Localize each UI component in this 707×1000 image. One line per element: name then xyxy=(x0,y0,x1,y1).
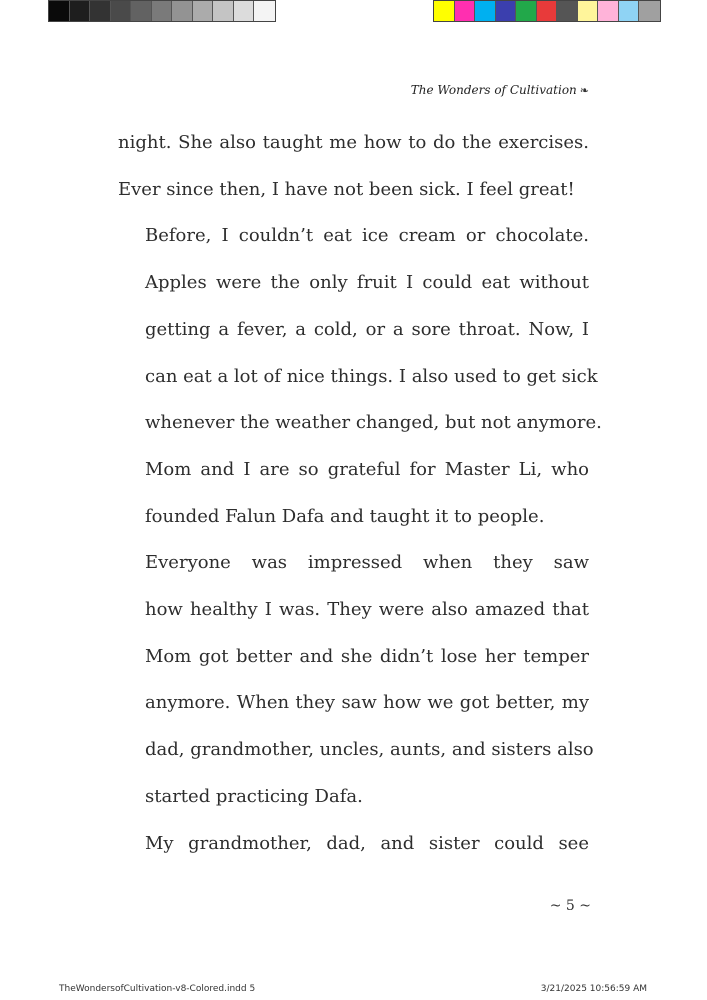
gray-swatch xyxy=(131,1,152,21)
color-registration-bar xyxy=(433,0,661,22)
color-swatch xyxy=(537,1,558,21)
fleuron-icon: ❧ xyxy=(579,84,589,97)
gray-swatch xyxy=(152,1,173,21)
gray-swatch xyxy=(234,1,255,21)
text-line: Mom and I are so grateful for Master Li, who xyxy=(145,458,589,480)
gray-swatch xyxy=(193,1,214,21)
color-swatch xyxy=(475,1,496,21)
text-line: Everyone was impressed when they saw xyxy=(145,552,589,574)
color-swatch xyxy=(639,1,660,21)
running-header xyxy=(411,83,589,97)
color-swatch xyxy=(434,1,455,21)
slug-filename: TheWondersofCultivation-v8-Colored.indd 5 xyxy=(59,984,256,994)
text-line: night. She also taught me how to do the exercises. xyxy=(118,132,589,153)
paragraph xyxy=(118,213,602,540)
color-swatch xyxy=(516,1,537,21)
text-line: founded Falun Dafa and taught it to people. xyxy=(145,505,545,527)
text-line: can eat a lot of nice things. I also used to get sick xyxy=(145,365,598,387)
text-line: getting a fever, a cold, or a sore throat. Now, I xyxy=(145,318,589,340)
running-header-title: The Wonders of Cultivation xyxy=(410,83,577,97)
paragraph xyxy=(118,821,589,868)
color-swatch xyxy=(598,1,619,21)
text-line: Apples were the only fruit I could eat without xyxy=(145,272,589,294)
text-line: whenever the weather changed, but not anymore. xyxy=(145,412,602,434)
text-line: Before, I couldn’t eat ice cream or chocolate. xyxy=(145,225,589,247)
grayscale-registration-bar xyxy=(48,0,276,22)
gray-swatch xyxy=(49,1,70,21)
text-line: how healthy I was. They were also amazed that xyxy=(145,599,589,621)
body-text xyxy=(118,120,602,867)
color-swatch xyxy=(496,1,517,21)
gray-swatch xyxy=(172,1,193,21)
text-line: dad, grandmother, uncles, aunts, and sisters also xyxy=(145,739,594,761)
color-swatch xyxy=(619,1,640,21)
color-swatch xyxy=(557,1,578,21)
gray-swatch xyxy=(90,1,111,21)
gray-swatch xyxy=(254,1,275,21)
paragraph xyxy=(118,540,594,820)
text-line: My grandmother, dad, and sister could see xyxy=(145,832,589,854)
color-swatch xyxy=(578,1,599,21)
text-line: started practicing Dafa. xyxy=(145,785,363,807)
page-number: ~ 5 ~ xyxy=(549,898,591,914)
slug-timestamp: 3/21/2025 10:56:59 AM xyxy=(540,984,647,994)
paragraph xyxy=(118,120,589,213)
gray-swatch xyxy=(70,1,91,21)
gray-swatch xyxy=(111,1,132,21)
text-line: anymore. When they saw how we got better, my xyxy=(145,692,589,714)
text-line: Ever since then, I have not been sick. I feel great! xyxy=(118,178,575,200)
text-line: Mom got better and she didn’t lose her temper xyxy=(145,645,589,667)
color-swatch xyxy=(455,1,476,21)
gray-swatch xyxy=(213,1,234,21)
